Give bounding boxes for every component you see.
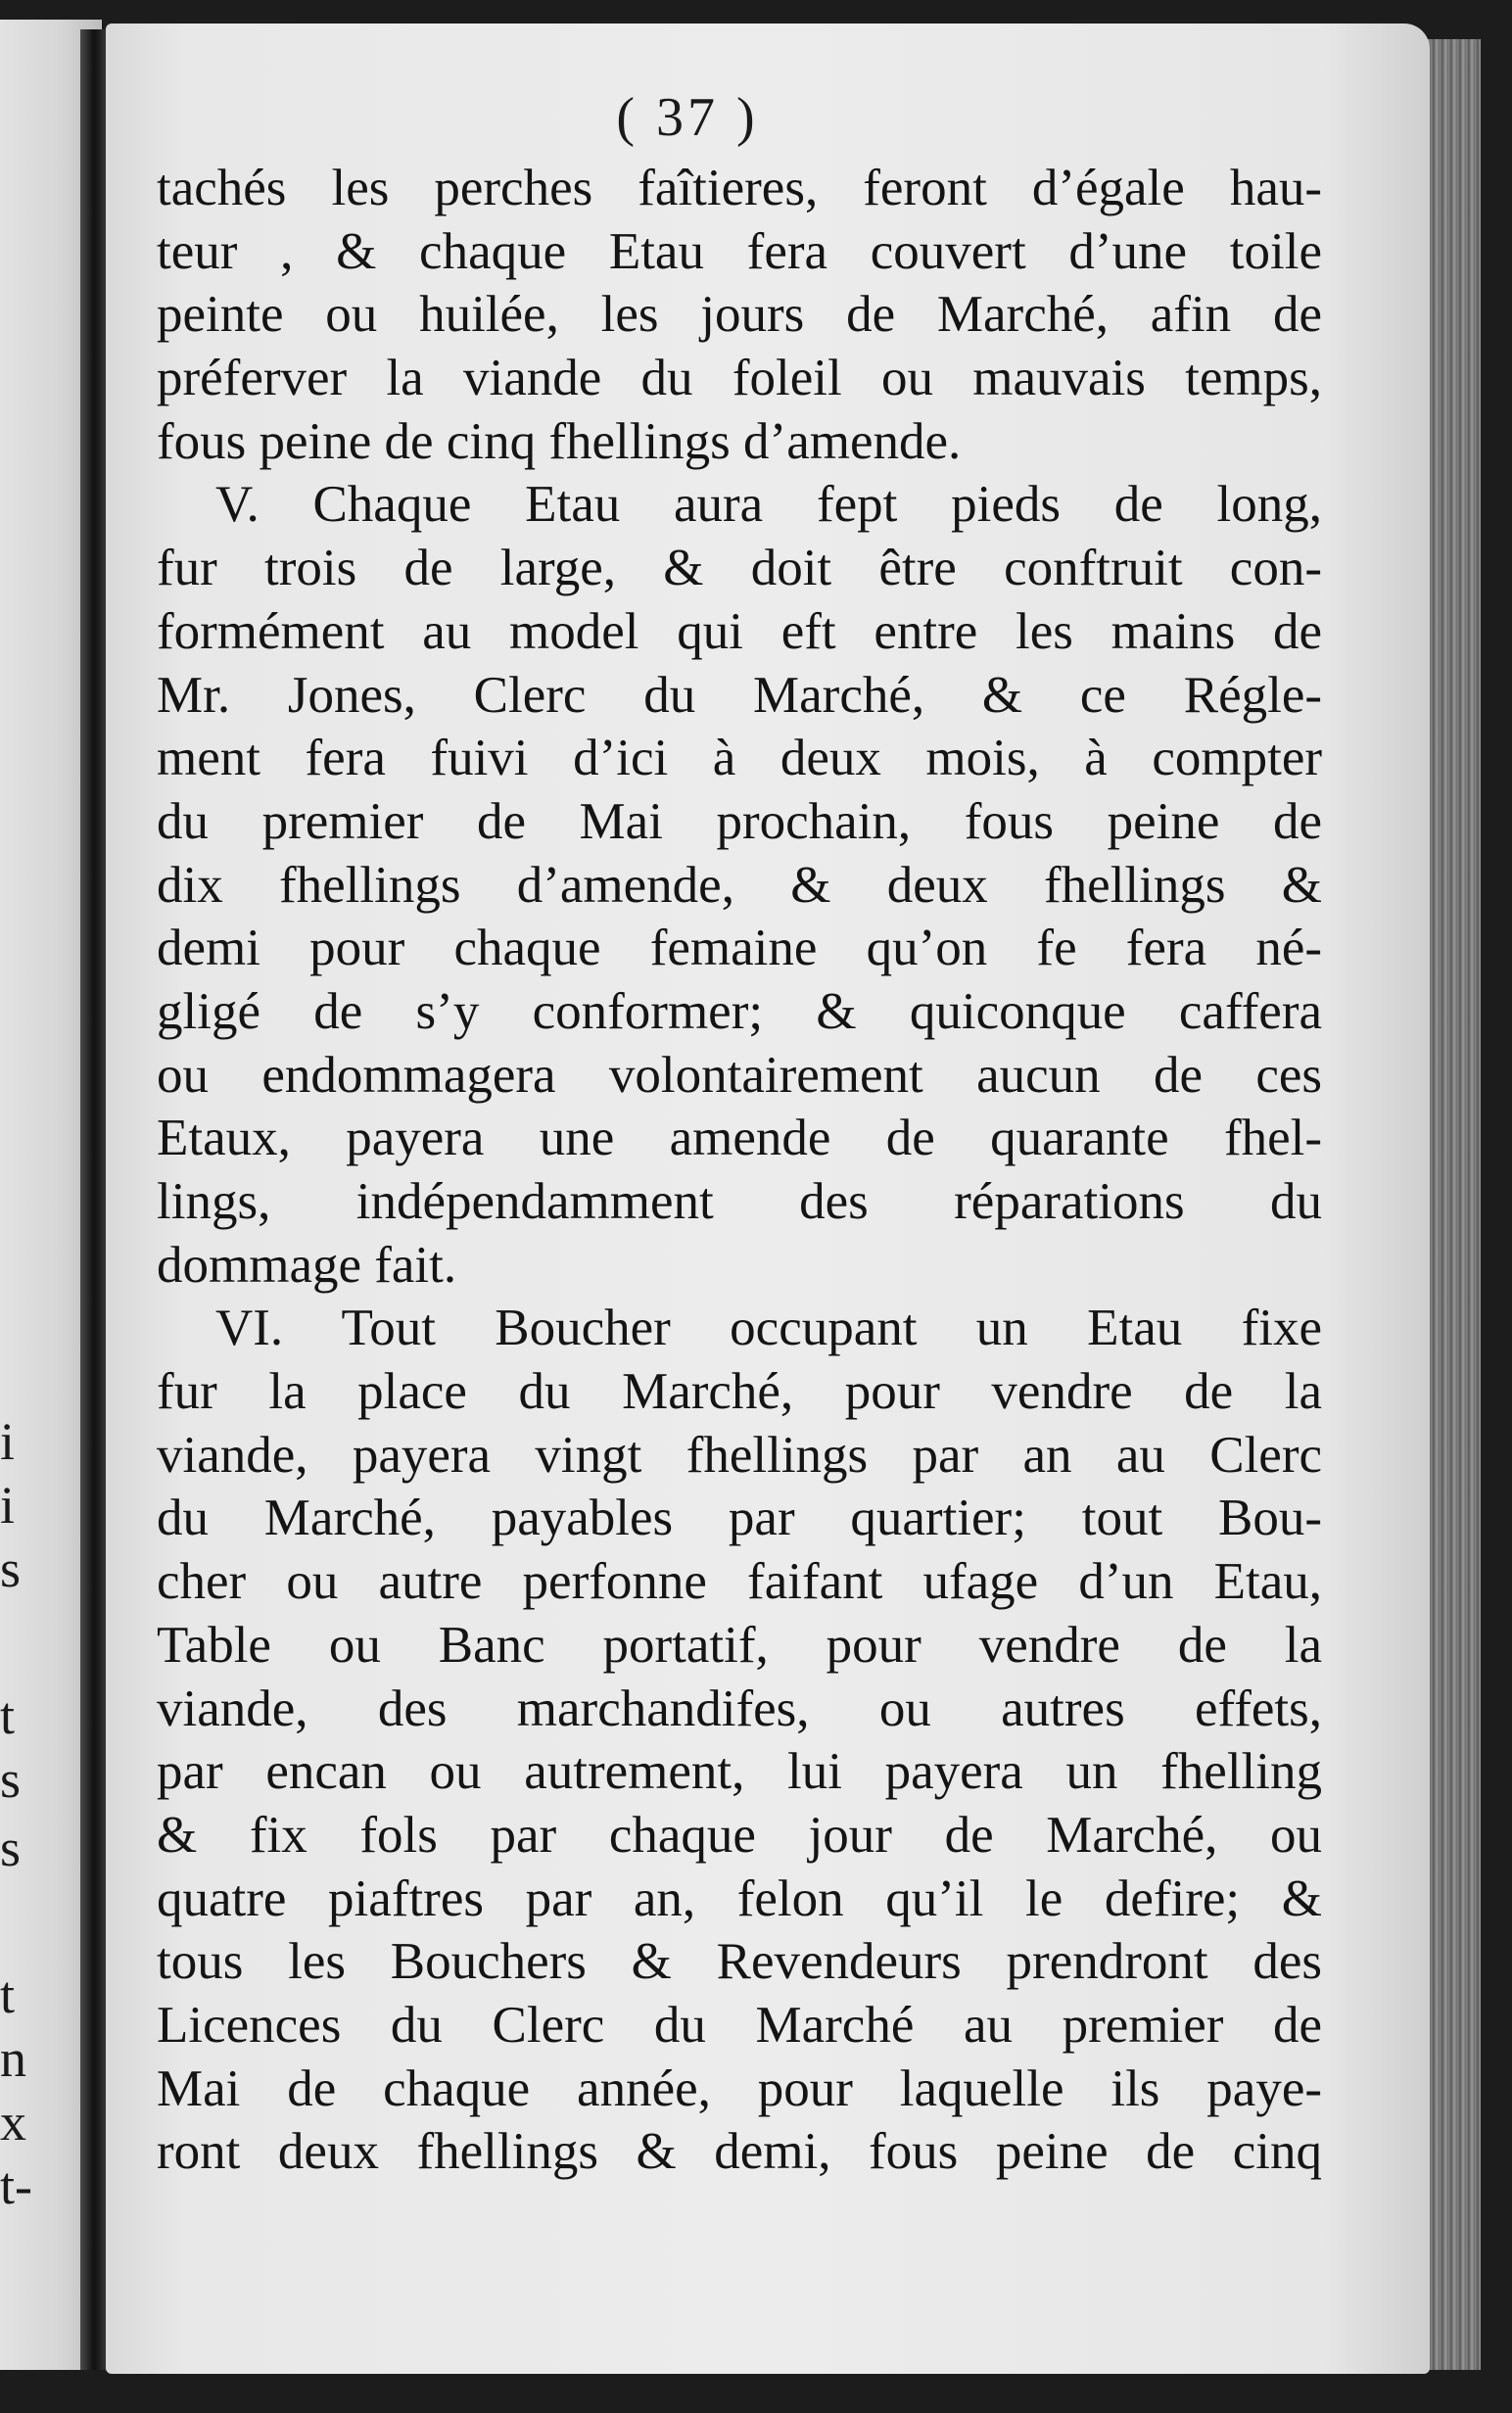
text-line: dix fhellings d’amende, & deux fhellings & bbox=[157, 856, 1322, 914]
text-line: VI. Tout Boucher occupant un Etau fixe bbox=[215, 1300, 1322, 1357]
text-line: ou endommagera volontairement aucun de ces bbox=[157, 1046, 1322, 1104]
text-line: viande, des marchandifes, ou autres effets, bbox=[157, 1680, 1322, 1737]
text-line: Etaux, payera une amende de quarante fhel- bbox=[157, 1110, 1322, 1167]
text-line: viande, payera vingt fhellings par an au Clerc bbox=[157, 1426, 1322, 1484]
text-line: demi pour chaque femaine qu’on fe fera né- bbox=[157, 920, 1322, 977]
text-line: fous peine de cinq fhellings d’amende. bbox=[157, 412, 962, 470]
text-line: Table ou Banc portatif, pour vendre de la bbox=[157, 1616, 1322, 1674]
facing-fragment: i bbox=[0, 1412, 16, 1471]
text-line: fur la place du Marché, pour vendre de la bbox=[157, 1363, 1322, 1421]
text-line: gligé de s’y conformer; & quiconque caffera bbox=[157, 982, 1322, 1040]
facing-fragment: s bbox=[0, 1750, 22, 1809]
facing-fragment: t- bbox=[0, 2156, 32, 2215]
facing-fragment: t bbox=[0, 1686, 16, 1745]
page-text bbox=[157, 157, 1322, 2184]
text-line: quatre piaftres par an, felon qu’il le defire; & bbox=[157, 1869, 1322, 1927]
text-line: ment fera fuivi d’ici à deux mois, à compter bbox=[157, 730, 1322, 787]
book-gutter bbox=[80, 29, 108, 2370]
text-line: par encan ou autrement, lui payera un fhelling bbox=[157, 1743, 1322, 1801]
facing-fragment: s bbox=[0, 1539, 22, 1598]
text-line: ront deux fhellings & demi, fous peine de cinq bbox=[157, 2123, 1322, 2181]
facing-fragment: t bbox=[0, 1965, 16, 2024]
text-line: Mai de chaque année, pour laquelle ils paye- bbox=[157, 2059, 1322, 2117]
text-line: dommage fait. bbox=[157, 1236, 457, 1294]
text-line: du premier de Mai prochain, fous peine de bbox=[157, 792, 1322, 850]
text-line: V. Chaque Etau aura fept pieds de long, bbox=[215, 476, 1322, 534]
text-line: Licences du Clerc du Marché au premier de bbox=[157, 1996, 1322, 2054]
text-line: fur trois de large, & doit être conftruit con- bbox=[157, 540, 1322, 597]
text-line: tous les Bouchers & Revendeurs prendront des bbox=[157, 1933, 1322, 1991]
text-line: & fix fols par chaque jour de Marché, ou bbox=[157, 1806, 1322, 1864]
facing-fragment: s bbox=[0, 1819, 22, 1877]
text-line: cher ou autre perfonne faifant ufage d’un Etau, bbox=[157, 1553, 1322, 1611]
text-line: préferver la viande du foleil ou mauvais temps, bbox=[157, 350, 1322, 407]
text-line: Mr. Jones, Clerc du Marché, & ce Régle- bbox=[157, 666, 1322, 724]
facing-fragment: n bbox=[0, 2029, 26, 2088]
page-number: ( 37 ) bbox=[616, 87, 759, 148]
text-line: lings, indépendamment des réparations du bbox=[157, 1173, 1322, 1230]
text-line: du Marché, payables par quartier; tout Bou- bbox=[157, 1490, 1322, 1547]
facing-fragment: i bbox=[0, 1476, 16, 1535]
text-line: tachés les perches faîtieres, feront d’égale hau- bbox=[157, 160, 1322, 216]
facing-fragment: x bbox=[0, 2093, 26, 2152]
text-line: teur , & chaque Etau fera couvert d’une toile bbox=[157, 222, 1322, 280]
page-edges bbox=[1422, 39, 1481, 2370]
text-line: peinte ou huilée, les jours de Marché, afin de bbox=[157, 286, 1322, 344]
text-line: formément au model qui eft entre les mains de bbox=[157, 602, 1322, 660]
